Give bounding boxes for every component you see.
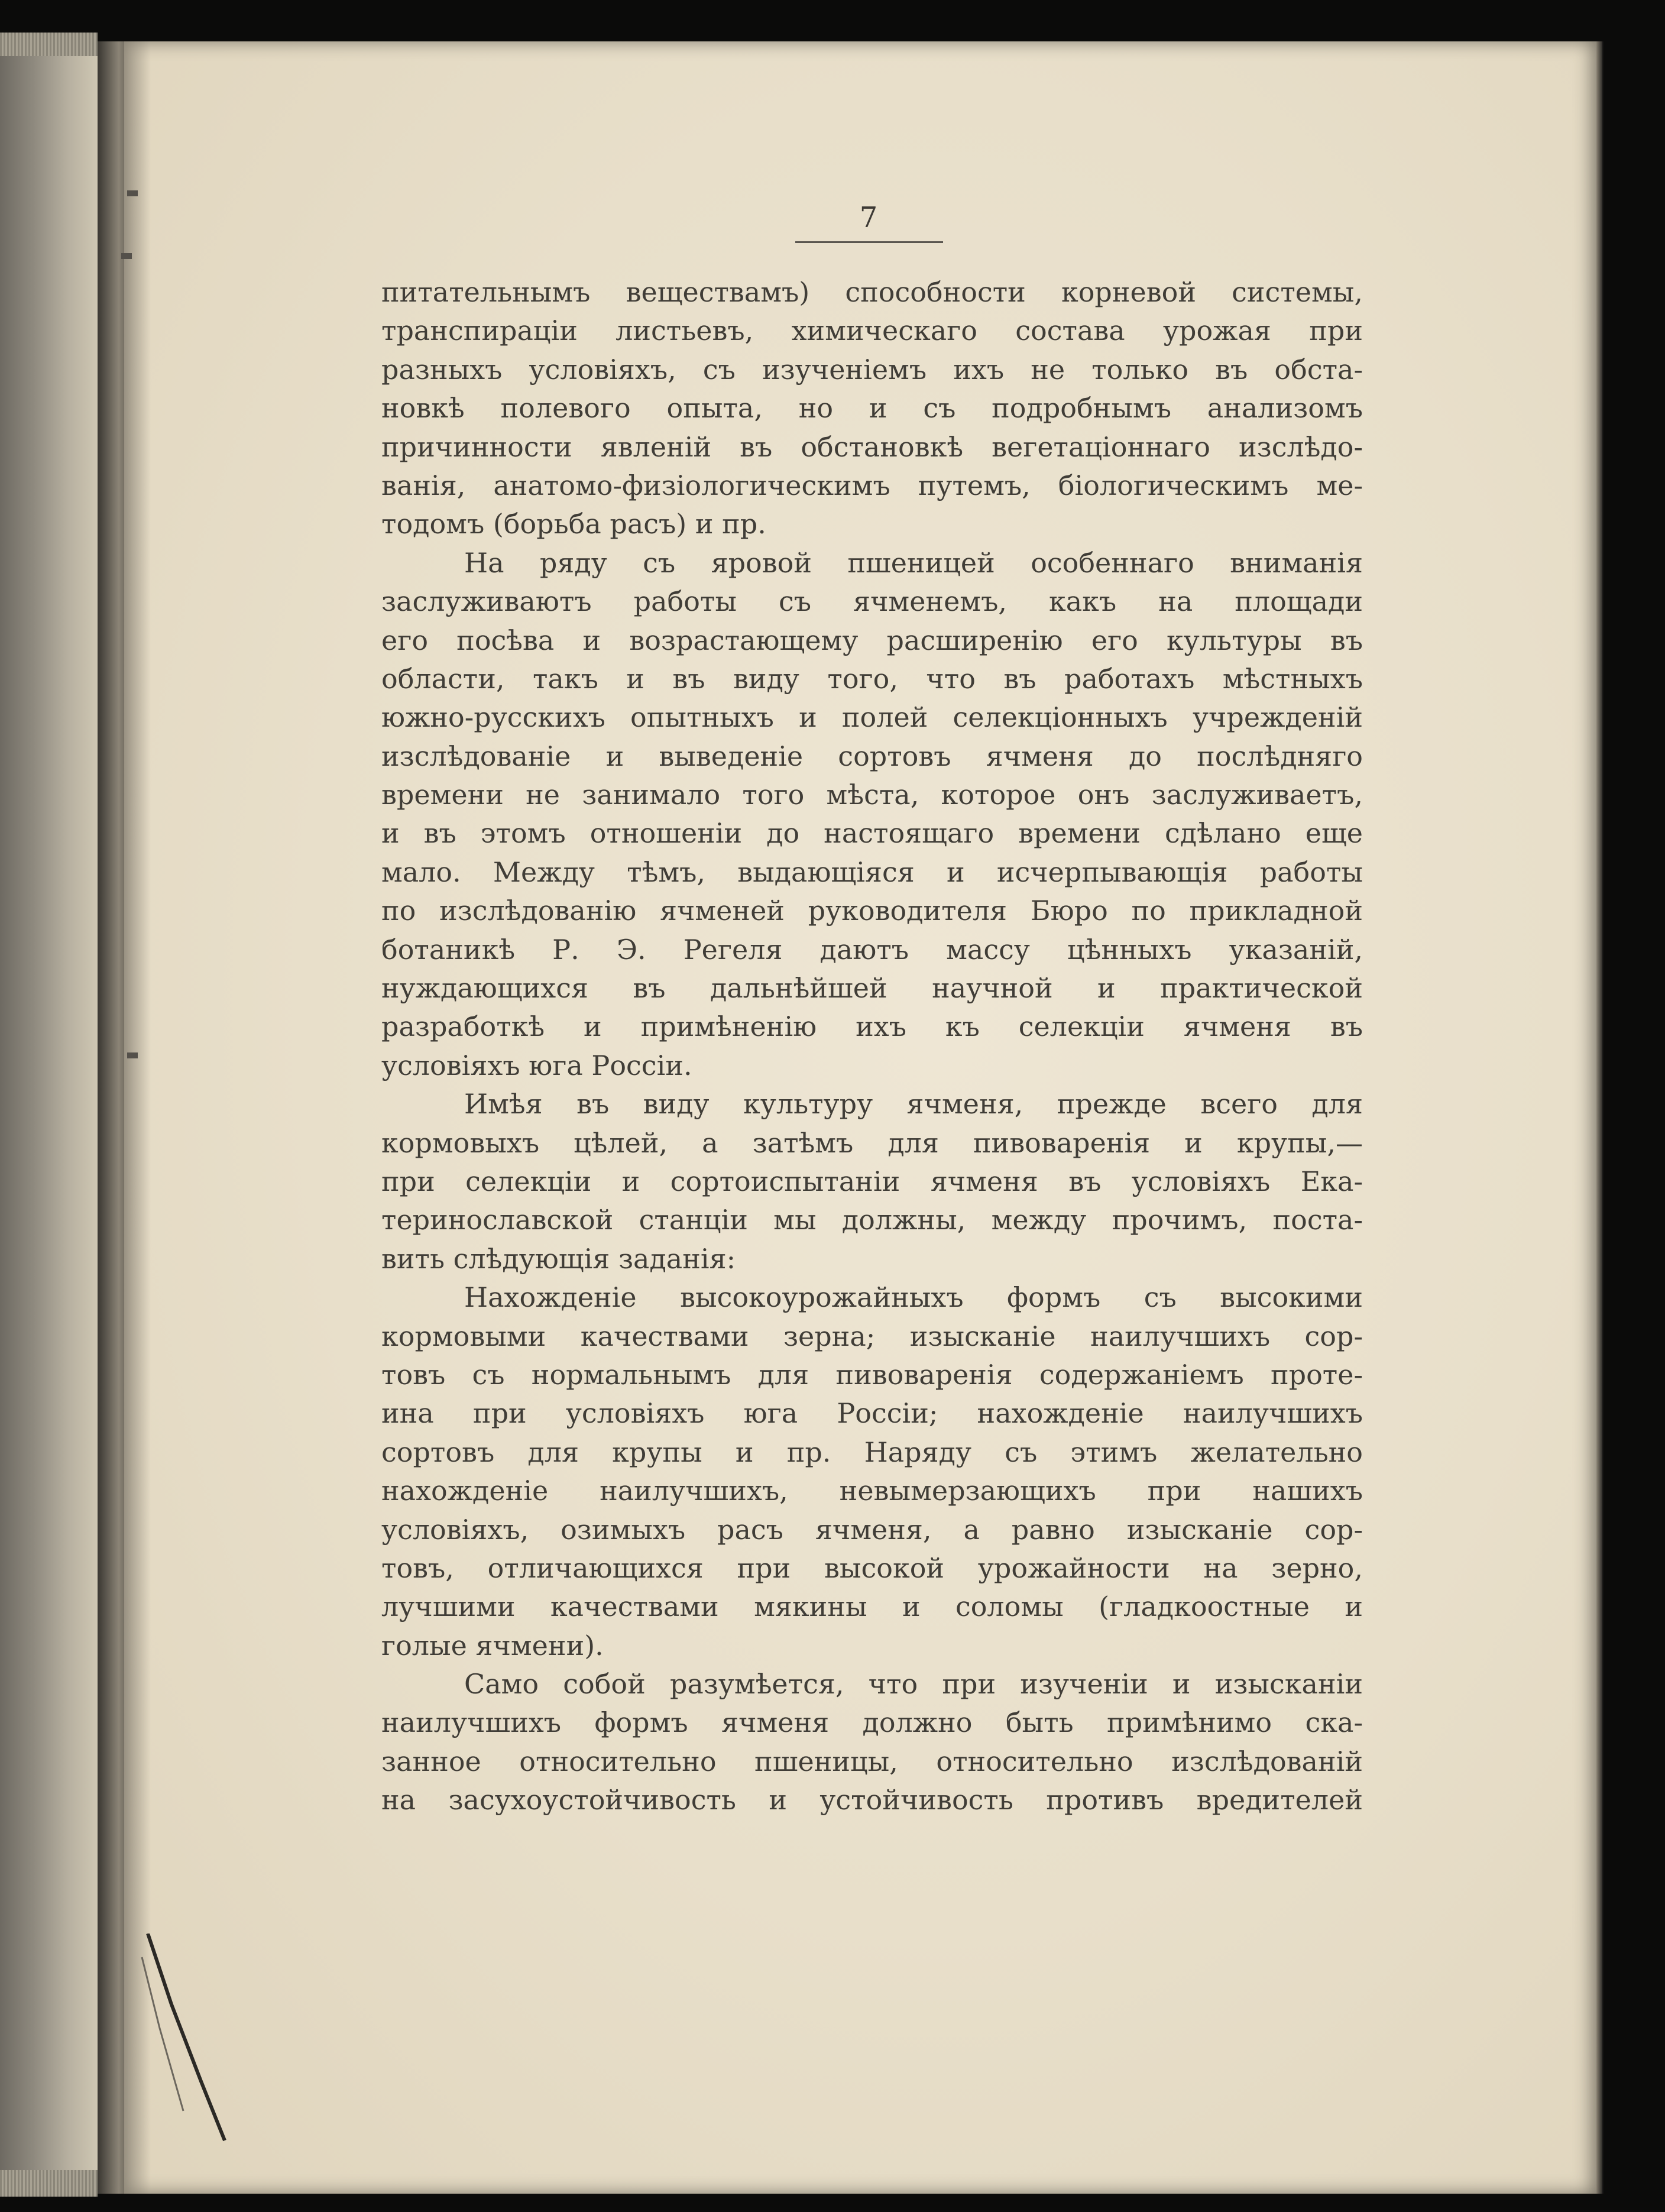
- text-line: разработкѣ и примѣненію ихъ къ селекціи ячменя въ: [381, 1011, 1363, 1043]
- facing-page-edge: [0, 33, 98, 2197]
- page-edge-notch: [127, 190, 138, 196]
- text-line: времени не занимало того мѣста, которое онъ заслуживаетъ,: [381, 779, 1363, 811]
- text-line: южно-русскихъ опытныхъ и полей селекціонныхъ учрежденій: [381, 701, 1363, 734]
- text-line: условіяхъ юга Россіи.: [381, 1049, 692, 1081]
- page-number: 7: [859, 201, 879, 234]
- text-line: области, такъ и въ виду того, что въ работахъ мѣстныхъ: [381, 662, 1363, 695]
- text-line: На ряду съ яровой пшеницей особеннаго вниманія: [464, 546, 1363, 579]
- text-line: лучшими качествами мякины и соломы (гладкоостные и: [381, 1591, 1363, 1623]
- text-line: нуждающихся въ дальнѣйшей научной и практической: [381, 972, 1363, 1005]
- text-line: Имѣя въ виду культуру ячменя, прежде всего для: [464, 1088, 1363, 1120]
- text-line: условіяхъ, озимыхъ расъ ячменя, а равно изысканіе сор-: [381, 1513, 1363, 1546]
- text-line: товъ съ нормальнымъ для пивоваренія содержаніемъ проте-: [381, 1358, 1363, 1391]
- text-line: Нахожденіе высокоурожайныхъ формъ съ высокими: [464, 1281, 1363, 1314]
- text-line: наилучшихъ формъ ячменя должно быть примѣнимо ска-: [381, 1706, 1363, 1739]
- page-right-edge: [1596, 41, 1604, 2194]
- text-line: Само собой разумѣется, что при изученіи и изысканіи: [464, 1668, 1363, 1701]
- text-line: заслуживаютъ работы съ ячменемъ, какъ на площади: [381, 585, 1363, 618]
- text-line: разныхъ условіяхъ, съ изученіемъ ихъ не только въ обста-: [381, 353, 1363, 386]
- text-line: кормовыми качествами зерна; изысканіе наилучшихъ сор-: [381, 1320, 1363, 1352]
- text-line: на засухоустойчивость и устойчивость противъ вредителей: [381, 1784, 1363, 1816]
- text-line: вить слѣдующія заданія:: [381, 1242, 736, 1275]
- text-line: сортовъ для крупы и пр. Наряду съ этимъ желательно: [381, 1436, 1363, 1468]
- text-line: и въ этомъ отношеніи до настоящаго времени сдѣлано еще: [381, 817, 1363, 850]
- text-line: нахожденіе наилучшихъ, невымерзающихъ при нашихъ: [381, 1475, 1363, 1507]
- text-line: ванія, анатомо-физіологическимъ путемъ, біологическимъ ме-: [381, 469, 1363, 501]
- text-line: ина при условіяхъ юга Россіи; нахожденіе наилучшихъ: [381, 1397, 1363, 1430]
- text-line: кормовыхъ цѣлей, а затѣмъ для пивоваренія и крупы,—: [381, 1126, 1363, 1159]
- binding-band-bottom: [0, 2170, 98, 2197]
- text-line: мало. Между тѣмъ, выдающіяся и исчерпывающія работы: [381, 856, 1363, 888]
- text-line: голые ячмени).: [381, 1629, 604, 1662]
- text-line: транспираціи листьевъ, химическаго состава урожая при: [381, 315, 1363, 347]
- text-line: теринославской станціи мы должны, между прочимъ, поста-: [381, 1204, 1363, 1236]
- page-edge-notch: [127, 1052, 138, 1058]
- text-line: занное относительно пшеницы, относительно изслѣдованій: [381, 1745, 1363, 1777]
- page-number-rule: [795, 241, 943, 243]
- page-edge-notch: [121, 253, 132, 259]
- text-line: питательнымъ веществамъ) способности корневой системы,: [381, 276, 1363, 308]
- page-crease: [136, 1934, 254, 2146]
- text-line: товъ, отличающихся при высокой урожайности на зерно,: [381, 1552, 1363, 1584]
- text-line: новкѣ полевого опыта, но и съ подробнымъ анализомъ: [381, 392, 1363, 425]
- text-line: его посѣва и возрастающему расширенію его культуры въ: [381, 624, 1363, 656]
- body-text: [381, 273, 1363, 1820]
- text-line: при селекціи и сортоиспытаніи ячменя въ условіяхъ Ека-: [381, 1165, 1363, 1197]
- text-line: ботаникѣ Р. Э. Регеля даютъ массу цѣнныхъ указаній,: [381, 933, 1363, 966]
- text-line: причинности явленій въ обстановкѣ вегетаціоннаго изслѣдо-: [381, 430, 1363, 463]
- text-line: по изслѣдованію ячменей руководителя Бюро по прикладной: [381, 895, 1363, 927]
- text-line: тодомъ (борьба расъ) и пр.: [381, 508, 766, 540]
- binding-band-top: [0, 33, 98, 56]
- gutter-shadow: [98, 41, 151, 2194]
- text-line: изслѣдованіе и выведеніе сортовъ ячменя до послѣдняго: [381, 740, 1363, 772]
